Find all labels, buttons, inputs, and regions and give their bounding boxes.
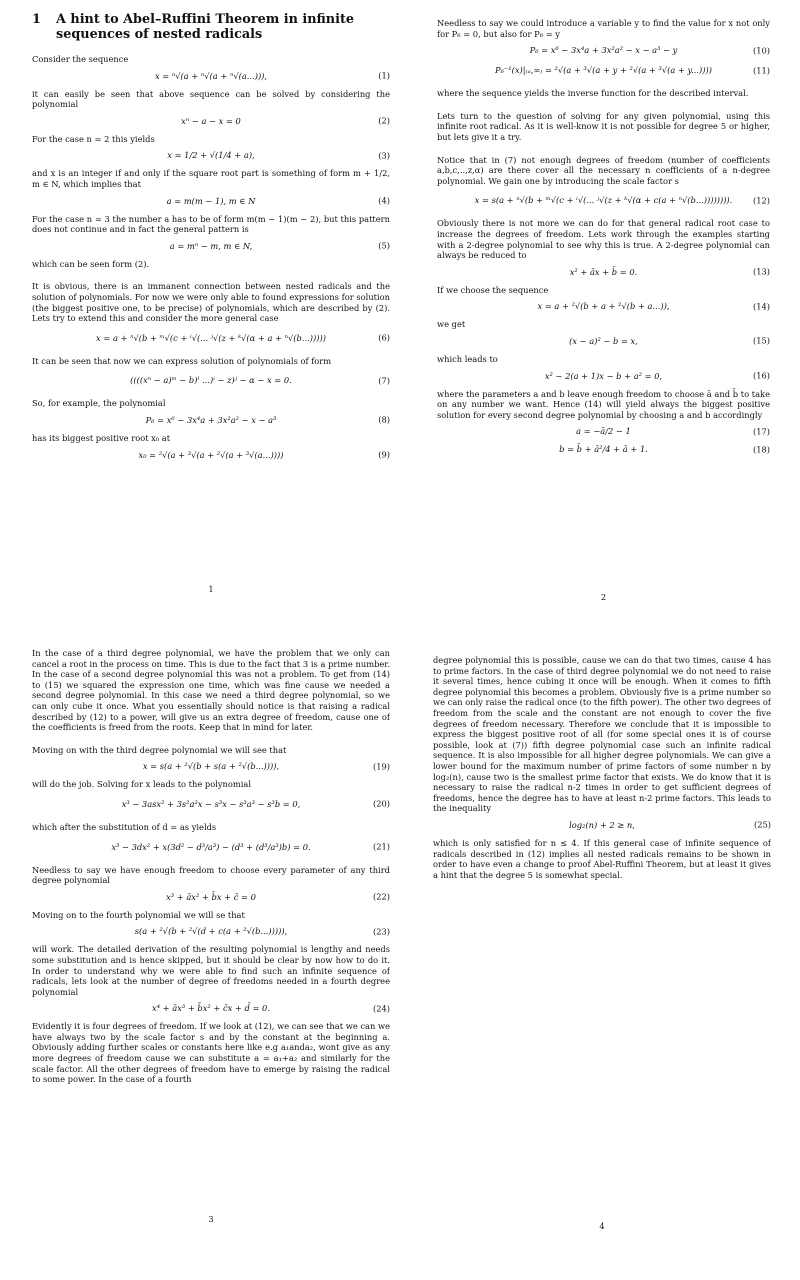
equation-body: x = 1/2 + √(1/4 + a), [167,150,255,161]
equation-body: x = ⁿ√(a + ⁿ√(a + ⁿ√(a...))), [154,70,268,81]
equation-number: (4) [378,195,390,206]
paragraph: which leads to [437,353,498,364]
equation-body: a = mⁿ − m, m ∈ N, [169,240,253,251]
equation-body: x = a + ⁿ√(b + ᵐ√(c + ⁱ√(... ʲ√(z + ᵏ√(α + a + ⁿ√(b...))))) [96,332,326,343]
equation-number: (6) [378,332,390,343]
paragraph: For the case n = 3 the number a has to be of form m(m − 1)(m − 2), but this pattern does not continue and in fact the general pattern is [32,213,390,235]
equation-number: (22) [372,891,390,902]
page-3 [32,648,390,1248]
equation-body: x² + āx + b̄ = 0. [569,266,638,277]
equation [32,150,390,161]
paragraph: we get [437,319,466,330]
equation-number: (5) [378,240,390,251]
paragraph: Lets turn to the question of solving for any given polynomial, using this infinite root radical. As it is well-know it is not possible for degree 5 or higher, but lets give it a try. [437,110,770,142]
equation-body: x = s(a + ⁿ√(b + ᵐ√(c + ⁱ√(... ʲ√(z + ᵏ√(α + c(a + ⁿ√(b...)))))))). [474,195,733,206]
equation-number: (7) [378,375,390,386]
paragraph: Obviously there is not more we can do for that general radical root case to increase the degrees of freedom. Lets work through the examples starting with a 2-degree polynomial to see why this is true. A 2-degree polynomial can always be reduced to [437,218,770,261]
equation-number: (8) [378,415,390,426]
section-title: A hint to Abel–Ruffini Theorem in infinite sequences of nested radicals [56,12,355,42]
equation-body: x³ + āx² + b̄x + c̄ = 0 [166,891,256,902]
equation-number: (20) [372,799,390,810]
equation-body: P₆⁻¹(x)|₍ₐ,∞₎ = ²√(a + ³√(a + y + ²√(a + ³√(a + y...)))) [495,65,712,76]
equation-number: (2) [378,115,390,126]
equation-number: (18) [752,444,770,455]
equation [32,116,390,127]
equation-number: (23) [372,926,390,937]
equation [32,761,390,772]
equation-number: (1) [378,70,390,81]
paragraph: where the parameters a and b leave enough freedom to choose ā and b̄ to take on any number we want. Hence (14) will yield always the biggest positive solution for every second degree polynomial by choosing a and b accordingly [437,388,770,420]
section-number: 1 [32,12,41,27]
equation-body: x = a + ²√(b + a + ²√(b + a...)), [537,301,670,312]
paragraph: So, for example, the polynomial [32,398,166,409]
equation [32,375,390,386]
paragraph: Notice that in (7) not enough degrees of freedom (number of coefficients a,b,c,..,z,α) are there cover all the necessary n coefficients of a n-degree polynomial. We gain one by introducing the scale factor s [437,154,770,186]
equation-body: b = b̄ + ā²/4 + ā + 1. [559,444,648,455]
equation [437,301,770,312]
equation-number: (12) [752,195,770,206]
equation-number: (24) [372,1003,390,1014]
equation [32,892,390,903]
equation-number: (25) [753,820,771,831]
equation [32,71,390,82]
paragraph: where the sequence yields the inverse function for the described interval. [437,88,749,99]
equation-body: ((((xⁿ − a)ᵐ − b)ˡ ...)ⁱ − z)ʲ − α − x = 0. [130,375,292,386]
equation-number: (19) [372,761,390,772]
equation-number: (16) [752,370,770,381]
equation [437,45,770,56]
page-number: 1 [208,584,214,594]
equation-number: (21) [372,841,390,852]
paragraph: If we choose the sequence [437,284,549,295]
equation-number: (3) [378,150,390,161]
equation [32,241,390,252]
paragraph: Needless to say we have enough freedom to choose every parameter of any third degree polynomial [32,864,390,886]
paragraph: For the case n = 2 this yields [32,133,155,144]
equation-number: (10) [752,45,770,56]
equation [32,799,390,810]
paragraph: Moving on with the third degree polynomial we will see that [32,744,287,755]
page-number: 3 [208,1214,214,1224]
equation-number: (14) [752,301,770,312]
equation-number: (11) [752,65,770,76]
equation [433,820,771,831]
equation-body: x₀ = ²√(a + ³√(a + ²√(a + ³√(a...)))) [138,449,284,460]
equation-body: P₆ = x⁶ − 3x⁴a + 3x²a² − x − a³ − y [529,45,678,56]
paragraph: will do the job. Solving for x leads to the polynomial [32,779,251,790]
paragraph: which is only satisfied for n ≤ 4. If this general case of infinite sequence of radicals described in (12) implies all nested radicals remains to be shown in order to have even a change to proof Abel-Ruffini Theorem, but at least it gives a hint that the degree 5 is somewhat special. [433,837,771,880]
equation [32,333,390,344]
equation [32,196,390,207]
equation [32,842,390,853]
equation-body: a = m(m − 1), m ∈ N [166,195,256,206]
equation [437,195,770,206]
equation [437,444,770,455]
paragraph: In the case of a third degree polynomial, we have the problem that we only can cancel a root in the process on time. This is due to the fact that 3 is a prime number. In the case of a second degree polynomial this was not a problem. To get from (14) to (15) we squared the expression one time, which was fine cause we needed a second degree polynomial. In this case we need a third degree polynomial, so we can only cube it once. What you essentially should notice is that raising a radical described by (12) to a power, will give us an extra degree of freedom, cause one of the coefficients is freed from the roots. Keep that in mind for later. [32,648,390,733]
equation [32,926,390,937]
paragraph: will work. The detailed derivation of the resulting polynomial is lengthy and needs some substitution and is hence skipped, but it should be clear by now how to do it. In order to understand why we were able to find such an infinite sequence of radicals, lets look at the number of degree of freedoms needed in a fourth degree polynomial [32,944,390,997]
paragraph: It can be seen that now we can express solution of polynomials of form [32,355,332,366]
equation-number: (15) [752,336,770,347]
paragraph: which can be seen form (2). [32,258,150,269]
equation [32,415,390,426]
page-4 [433,655,771,1255]
paragraph: It is obvious, there is an immanent connection between nested radicals and the solution of polynomials. For now we were only able to found expressions for solution (the biggest positive one, to be precise) of polynomials, which are described by (2). Lets try to extend this and consider the more general case [32,281,390,324]
equation [437,371,770,382]
page-number: 2 [600,592,607,602]
equation [437,336,770,347]
equation-body: x³ − 3dx² + x(3d² − d³/a³) − (d³ + (d³/a³)b) = 0. [111,841,311,852]
equation [437,65,770,76]
equation-body: a = −ā/2 − 1 [576,426,631,437]
paragraph: has its biggest positive root x₀ at [32,432,171,443]
paragraph: Moving on to the fourth polynomial we will se that [32,909,245,920]
equation-body: x⁴ + āx³ + b̄x² + c̄x + d̄ = 0. [152,1003,270,1014]
equation-body: x³ − 3asx² + 3s²a²x − s³x − s³a³ − s³b = 0, [121,798,301,809]
paragraph: which after the substitution of d = as yields [32,821,217,832]
equation-number: (9) [378,449,390,460]
page-1 [32,8,390,608]
equation-body: xⁿ − a − x = 0 [181,115,241,126]
equation [32,1003,390,1014]
paragraph: Evidently it is four degrees of freedom. If we look at (12), we can see that we can we have always two by the scale factor s and by the constant at the beginning a. Obviously adding further scales or constants here like e.g a₁anda₂, wont give as any more degrees of freedom cause we can substitute a = a₁+a₂ and similarly for the scale factor. All the other degrees of freedom have to emerge by raising the radical to some power. In the case of a fourth [32,1021,390,1085]
equation-number: (17) [752,426,770,437]
equation-body: x = s(a + ²√(b + s(a + ²√(b...)))), [142,761,280,772]
equation [437,267,770,278]
page-number: 4 [599,1221,605,1231]
equation-body: log₂(n) + 2 ≥ n, [569,819,635,830]
equation-body: (x − a)² − b = x, [569,335,638,346]
equation [437,426,770,437]
equation-body: P₆ = x⁶ − 3x⁴a + 3x²a² − x − a³ [145,414,277,425]
equation [32,450,390,461]
paragraph: and x is an integer if and only if the square root part is something of form m + 1/2, m ∈ N, which implies that [32,168,390,189]
paragraph: Consider the sequence [32,54,129,64]
section-heading [32,12,390,42]
paragraph: Needless to say we could introduce a variable y to find the value for x not only for P₆ = 0, but also for P₆ = y [437,18,770,39]
page-2 [437,18,770,618]
paragraph: degree polynomial this is possible, cause we can do that two times, cause 4 has to prime factors. In the case of third degree polynomial we do not need to raise it several times, hence cubing it once will be enough. When it comes to fifth degree polynomial this becomes a problem. Obviously five is a prime number so we can only raise the radical once (to the fifth power). The other two degrees of freedom from the scale and the constant are not enough to cover the five degrees of freedom necessary. Therefore we conclude that it is impossible to express the biggest positive root of all (for some special ones it is of course possible, look at (7)) fifth degree polynomial case such an infinite radical sequence. It is also impossible for all higher degree polynomials. We can give a lower bound for the maximum number of prime factors of some number n by log₂(n), cause two is the smallest prime factor that exists. We do know that it is necessary to raise the radical n-2 times in order to get sufficient degrees of freedoms, hence the degree has to have at least n-2 prime factors. This leads to the inequality [433,655,771,814]
equation-number: (13) [752,266,770,277]
equation-body: x² − 2(a + 1)x − b + a² = 0, [544,370,663,381]
paragraph: it can easily be seen that above sequence can be solved by considering the polynomial [32,88,390,110]
equation-body: s(a + ²√(b + ²√(d + c(a + ²√(b...))))), [134,926,288,937]
